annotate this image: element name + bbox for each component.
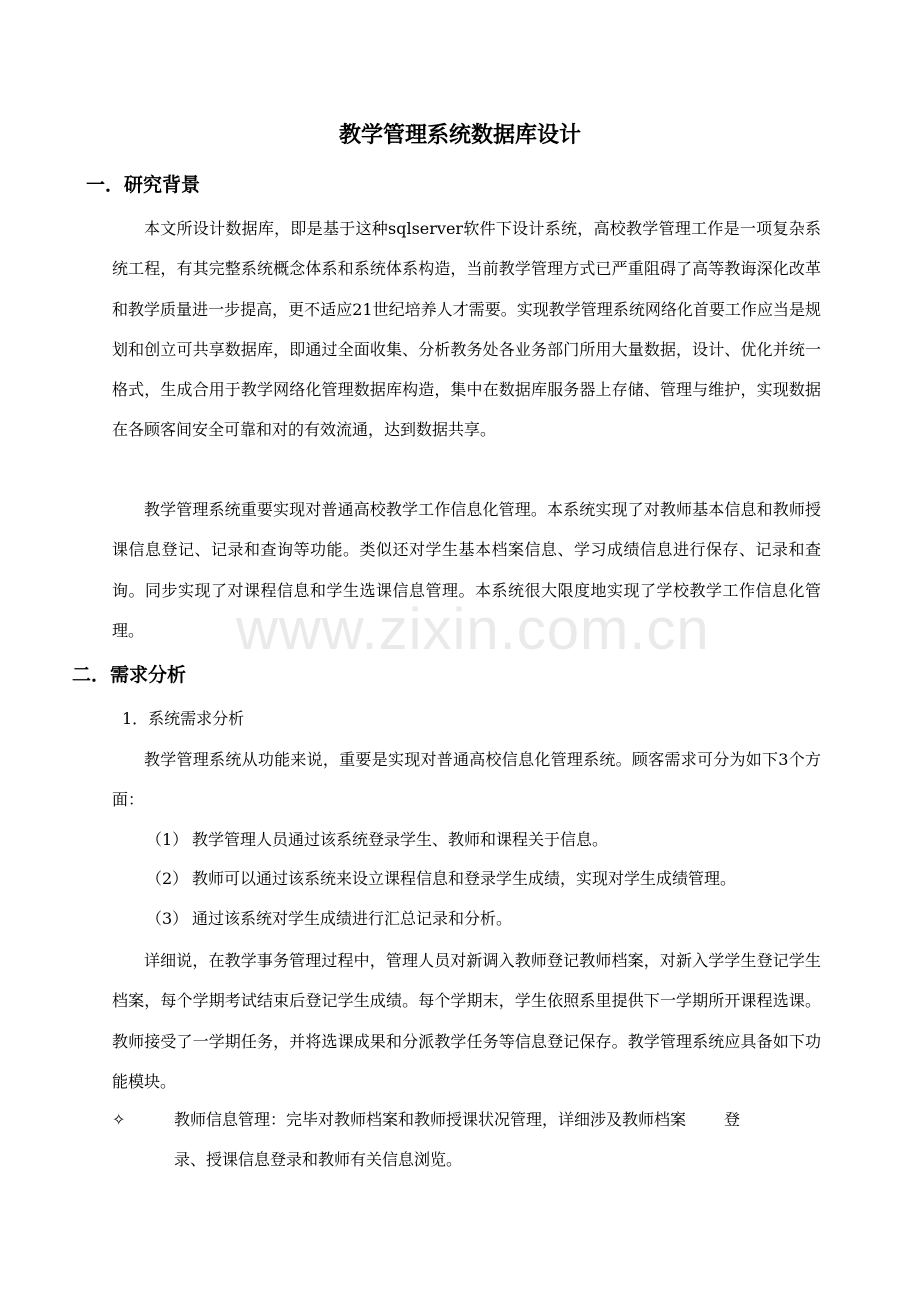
diamond-bullet-icon: ✧ [112,1110,126,1129]
bullet-item-tail: 登 [724,1110,741,1129]
list-item-number: （2） [146,869,189,888]
document-title: 教学管理系统数据库设计 [338,123,581,148]
section-heading-background: 一．研究背景 [86,174,201,196]
list-item [146,904,512,934]
paragraph-requirements-detail: 详细说，在教学事务管理过程中，管理人员对新调入教师登记教师档案，对新入学学生登记学生档案，每个学期考试结束后登记学生成绩。每个学期末，学生依照系里提供下一学期所开课程选课。教师接受了一学期任务，并将选课成果和分派教学任务等信息登记保存。教学管理系统应具备如下功能模块。 [112,951,821,1091]
bullet-item-line [174,1105,822,1135]
paragraph-requirements-intro: 教学管理系统从功能来说，重要是实现对普通高校信息化管理系统。顾客需求可分为如下3个方面： [112,750,821,810]
list-item [146,825,608,855]
list-item-number: （1） [146,830,189,849]
section-heading-requirements: 二．需求分析 [72,664,187,686]
list-item-text: 教师可以通过该系统来设立课程信息和登录学生成绩，实现对学生成绩管理。 [192,869,737,888]
subsection-heading: 1．系统需求分析 [122,709,245,728]
list-item-text: 通过该系统对学生成绩进行汇总记录和分析。 [192,909,513,928]
watermark: www.zixin.com.cn [236,597,710,662]
list-item [146,864,736,894]
list-item-text: 教学管理人员通过该系统登录学生、教师和课程关于信息。 [192,830,609,849]
list-item-number: （3） [146,909,189,928]
paragraph-background-1: 本文所设计数据库，即是基于这种sqlserver软件下设计系统，高校教学管理工作是一项复杂系统工程，有其完整系统概念体系和系统体系构造，当前教学管理方式已严重阻碍了高等教诲深化改革和教学质量进一步提高，更不适应21世纪培养人才需要。实现教学管理系统网络化首要工作应当是规划和创立可共享数据库，即通过全面收集、分析教务处各业务部门所用大量数据，设计、优化并统一格式，生成合用于教学网络化管理数据库构造，集中在数据库服务器上存储、管理与维护，实现数据在各顾客间安全可靠和对的有效流通，达到数据共享。 [112,219,821,440]
paragraph-background-2: 教学管理系统重要实现对普通高校教学工作信息化管理。本系统实现了对教师基本信息和教师授课信息登记、记录和查询等功能。类似还对学生基本档案信息、学习成绩信息进行保存、记录和查询。同步实现了对课程信息和学生选课信息管理。本系统很大限度地实现了学校教学工作信息化管理。 [112,500,821,640]
bullet-item-text: 教师信息管理：完毕对教师档案和教师授课状况管理，详细涉及教师档案 [174,1110,687,1129]
bullet-item-continuation: 录、授课信息登录和教师有关信息浏览。 [174,1150,463,1169]
